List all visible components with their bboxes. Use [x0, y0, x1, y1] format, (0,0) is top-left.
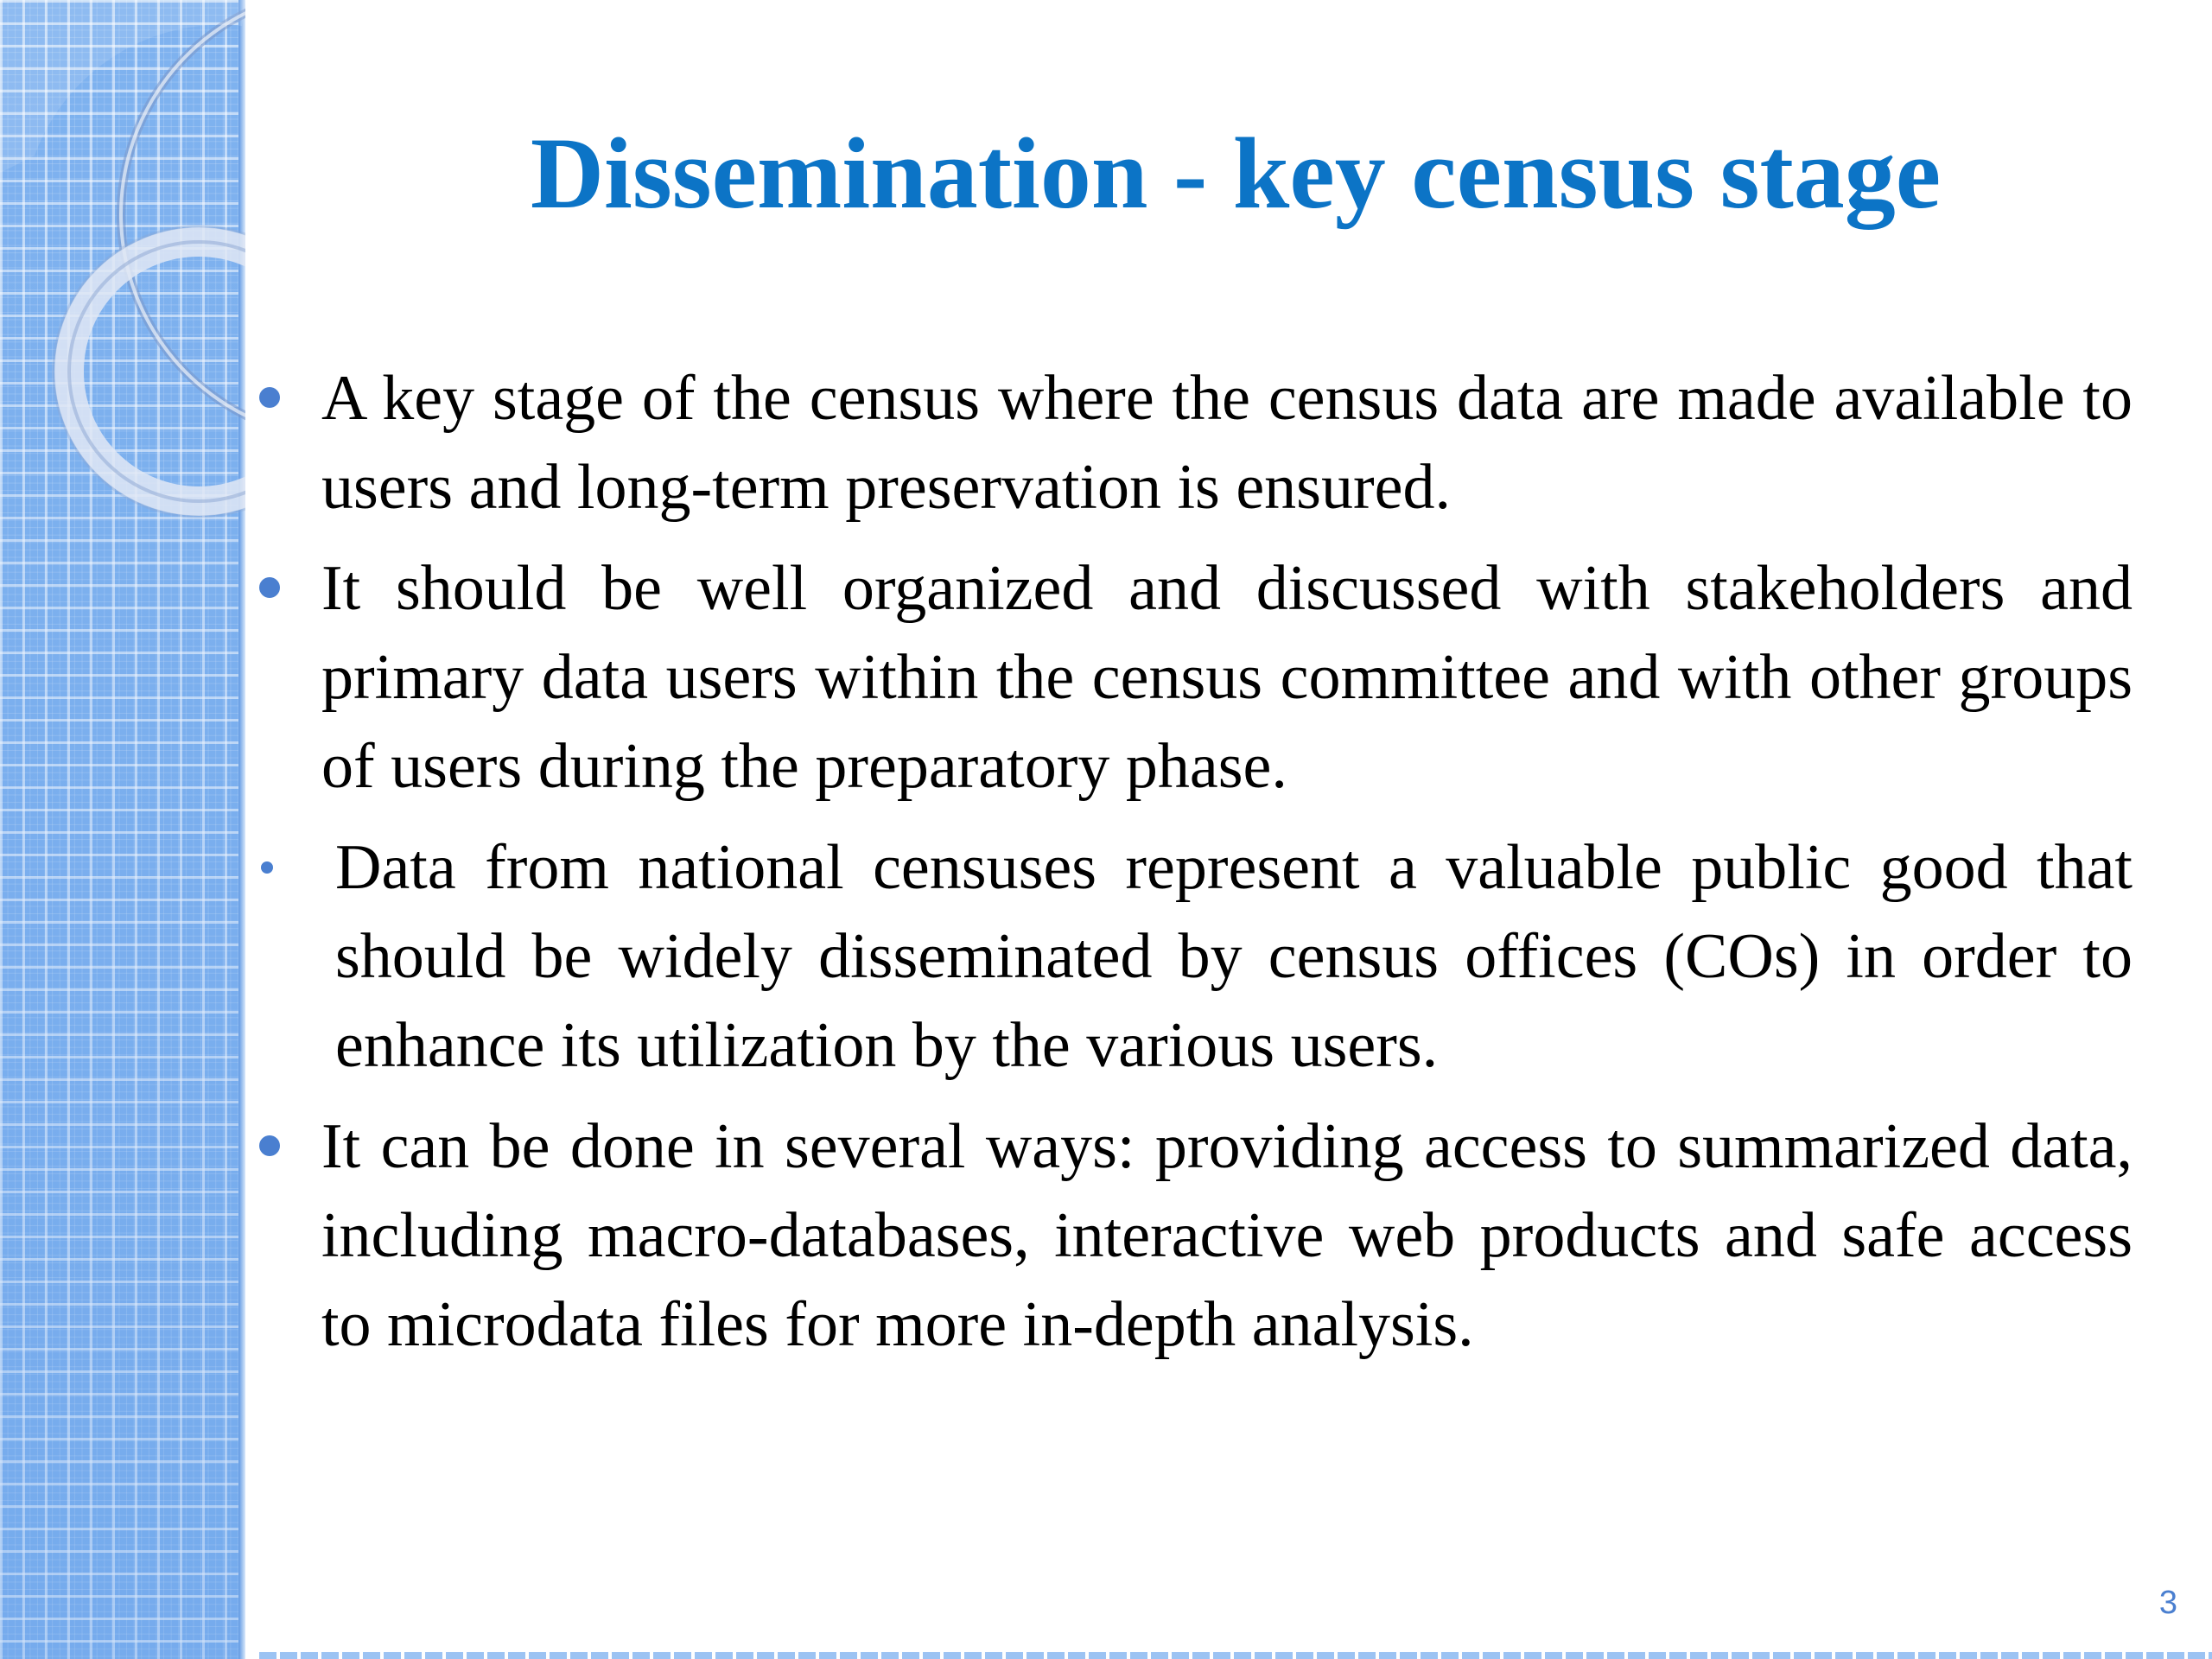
bullet-dot-icon	[259, 1135, 280, 1156]
slide-title: Dissemination - key census stage	[530, 117, 1942, 230]
bullet-text: It can be done in several ways: providing access to summarized data, including macro-databases, interactive web products and safe access to microdata files for more in-depth analysis.	[321, 1111, 2133, 1360]
bullet-text: A key stage of the census where the census data are made available to users and long-term preservation is ensured.	[321, 363, 2133, 523]
bullet-item	[252, 823, 2133, 1090]
decorative-rings-icon	[0, 0, 276, 553]
page-number: 3	[2158, 1585, 2177, 1621]
bullet-list	[252, 354, 2133, 1382]
bullet-dot-icon	[259, 387, 280, 408]
bullet-item	[252, 544, 2133, 811]
bullet-text: Data from national censuses represent a valuable public good that should be widely disseminated by census offices (COs) in order to enhance its utilization by the various users.	[335, 832, 2133, 1081]
bullet-item	[252, 354, 2133, 532]
bottom-decorative-rule	[259, 1652, 2212, 1659]
bullet-dot-icon	[261, 861, 273, 874]
bullet-item	[252, 1103, 2133, 1370]
bullet-text: It should be well organized and discussed with stakeholders and primary data users within the census committee and with other groups of users during the preparatory phase.	[321, 553, 2133, 802]
bullet-dot-icon	[259, 577, 280, 598]
